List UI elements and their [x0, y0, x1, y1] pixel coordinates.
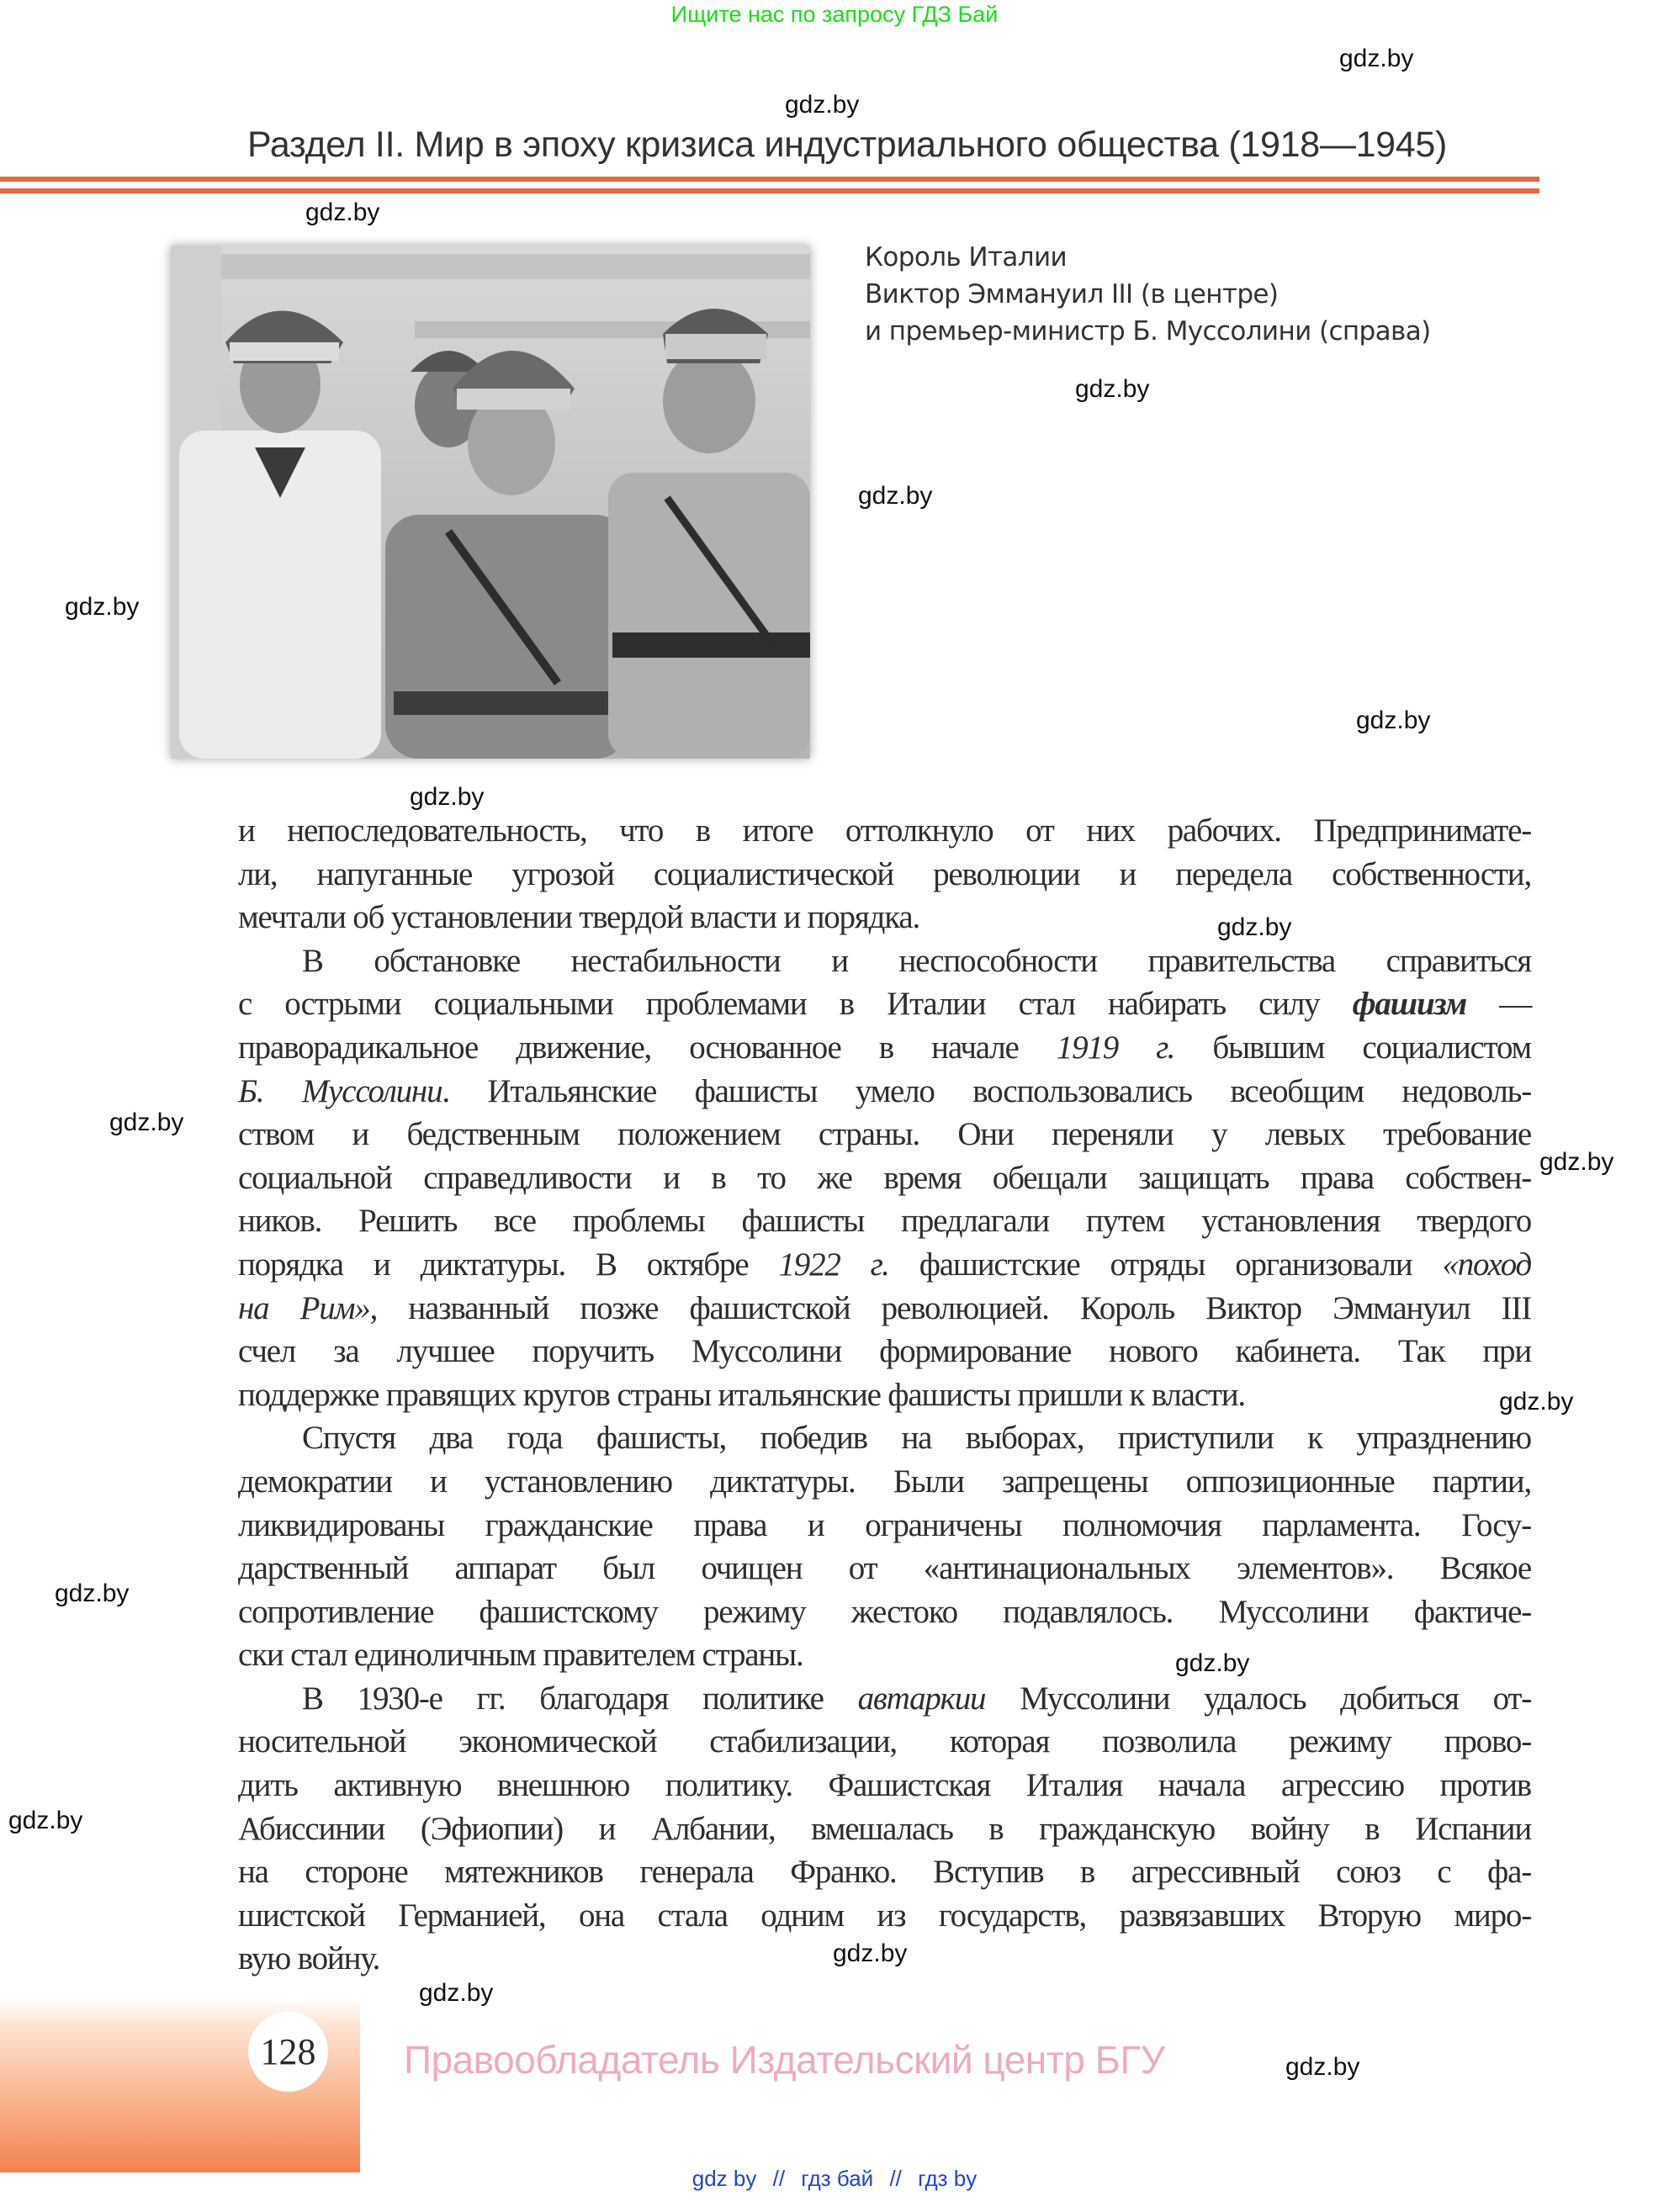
text-run: мечтали об установлении твердой власти и порядка.	[238, 899, 920, 936]
watermark: gdz.by	[55, 1580, 130, 1607]
watermark: gdz.by	[785, 91, 860, 119]
text-run: дарственный аппарат был очищен от «антинациональных элементов». Всякое	[238, 1550, 1531, 1587]
text-run: ли, напуганные угрозой социалистической революции и передела собственности,	[238, 855, 1531, 892]
text-line	[238, 1156, 1531, 1200]
link-gdz-by[interactable]: gdz by	[691, 2166, 757, 2191]
text-line	[238, 1373, 1531, 1417]
watermark: gdz.by	[1499, 1388, 1574, 1416]
caption-line: Король Италии	[865, 242, 1068, 273]
text-line	[238, 1590, 1531, 1634]
text-line	[238, 1026, 1531, 1070]
watermark: gdz.by	[410, 783, 485, 811]
link-gdz-bai[interactable]: гдз бай	[801, 2166, 874, 2191]
text-line	[238, 1850, 1531, 1894]
text-run: социальной справедливости и в то же время обещали защищать права собствен-	[238, 1159, 1531, 1196]
watermark: gdz.by	[419, 1979, 494, 2007]
text-run: В 1930-е гг. благодаря политике	[302, 1680, 858, 1717]
text-line	[238, 1504, 1531, 1548]
text-line	[238, 1547, 1531, 1590]
text-line	[238, 1287, 1531, 1331]
text-line	[238, 1894, 1531, 1938]
watermark: gdz.by	[1285, 2053, 1360, 2081]
bottom-links	[0, 2166, 1669, 2192]
text-run: бывшим социалистом	[1174, 1029, 1531, 1066]
emphasis-term: 1919 г.	[1056, 1029, 1175, 1066]
text-run: дить активную внешнюю политику. Фашистская Италия начала агрессию против	[238, 1767, 1531, 1804]
text-run: праворадикальное движение, основанное в начале	[238, 1029, 1057, 1066]
watermark: gdz.by	[1339, 45, 1414, 72]
text-run: на стороне мятежников генерала Франко. Вступив в агрессивный союз с фа-	[238, 1854, 1531, 1891]
text-run: поддержке правящих кругов страны итальянские фашисты пришли к власти.	[238, 1376, 1245, 1413]
search-hint-banner: Ищите нас по запросу ГДЗ Бай	[670, 2, 999, 27]
text-run: . Итальянские фашисты умело воспользовались всеобщим недоволь-	[442, 1072, 1531, 1109]
text-line	[238, 1416, 1531, 1460]
emphasis-term: «поход	[1442, 1246, 1532, 1283]
photo-placeholder-icon	[171, 246, 810, 759]
watermark: gdz.by	[1075, 375, 1150, 403]
link-gdz-by-cyr[interactable]: гдз by	[918, 2166, 978, 2191]
text-run: ликвидированы гражданские права и ограничены полномочия парламента. Госу-	[238, 1506, 1531, 1543]
watermark: gdz.by	[833, 1939, 908, 1967]
text-run: Спустя два года фашисты, победив на выборах, приступили к упразднению	[302, 1420, 1531, 1457]
paragraph	[238, 809, 1531, 939]
text-run: и непоследовательность, что в итоге оттолкнуло от них рабочих. Предпринимате-	[238, 812, 1531, 849]
text-line	[238, 1243, 1531, 1287]
text-line	[238, 1460, 1531, 1504]
watermark: gdz.by	[1175, 1649, 1250, 1677]
section-title: Раздел II. Мир в эпоху кризиса индустриального общества (1918—1945)	[246, 124, 1448, 165]
text-run: носительной экономической стабилизации, которая позволила режиму прово-	[238, 1723, 1531, 1760]
page-number-badge	[248, 2012, 328, 2092]
link-separator: //	[772, 2166, 786, 2191]
watermark: gdz.by	[1217, 913, 1292, 941]
historical-photo	[171, 246, 810, 759]
text-run: вую войну.	[238, 1940, 380, 1977]
watermark: gdz.by	[8, 1807, 83, 1834]
watermark: gdz.by	[65, 593, 140, 621]
text-line	[238, 1764, 1531, 1807]
text-line	[238, 853, 1531, 897]
header-rule-bottom	[0, 188, 1539, 193]
text-run: ски стал единоличным правителем страны.	[238, 1637, 803, 1674]
text-run: шистской Германией, она стала одним из государств, развязавших Вторую миро-	[238, 1897, 1531, 1934]
emphasis-term: автаркии	[857, 1680, 986, 1717]
text-line	[238, 896, 1531, 939]
text-run: порядка и диктатуры. В октябре	[238, 1246, 779, 1283]
text-run: ников. Решить все проблемы фашисты предлагали путем установления твердого	[238, 1203, 1531, 1240]
photo-caption	[865, 239, 1431, 350]
page-number: 128	[260, 2031, 316, 2072]
caption-line: и премьер-министр Б. Муссолини (справа)	[865, 316, 1431, 347]
text-run: с острыми социальными проблемами в Италии стал набирать силу	[238, 986, 1353, 1023]
header-rule-top	[0, 177, 1539, 182]
text-run: ством и бедственным положением страны. Они переняли у левых требование	[238, 1116, 1531, 1153]
paragraph	[238, 1677, 1531, 1981]
text-line	[238, 939, 1531, 983]
text-run: счел за лучшее поручить Муссолини формирование нового кабинета. Так при	[238, 1333, 1531, 1370]
emphasis-term: Б. Муссолини	[238, 1072, 442, 1109]
paragraph	[238, 939, 1531, 1417]
watermark: gdz.by	[858, 482, 933, 510]
text-line	[238, 1720, 1531, 1764]
text-run: Абиссинии (Эфиопии) и Албании, вмешалась в гражданскую войну в Испании	[238, 1810, 1531, 1847]
text-run: В обстановке нестабильности и неспособности правительства справиться	[302, 942, 1531, 979]
text-line	[238, 1199, 1531, 1243]
emphasis-term: фашизм	[1352, 986, 1466, 1023]
text-line	[238, 982, 1531, 1026]
text-run: сопротивление фашистскому режиму жестоко подавлялось. Муссолини фактиче-	[238, 1593, 1531, 1630]
caption-line: Виктор Эммануил III (в центре)	[865, 279, 1279, 310]
text-run: Муссолини удалось добиться от-	[985, 1680, 1531, 1717]
text-line	[238, 1070, 1531, 1114]
watermark: gdz.by	[1356, 706, 1431, 734]
link-separator: //	[889, 2166, 902, 2191]
text-line	[238, 1633, 1531, 1677]
paragraph	[238, 1416, 1531, 1677]
text-line	[238, 809, 1531, 853]
text-line	[238, 1807, 1531, 1851]
body-text	[238, 809, 1531, 1981]
watermark: gdz.by	[1539, 1148, 1614, 1176]
text-run: , названный позже фашистской революцией. Король Виктор Эммануил III	[369, 1289, 1531, 1326]
text-line	[238, 1113, 1531, 1156]
emphasis-term: 1922 г.	[778, 1246, 889, 1283]
text-line	[238, 1677, 1531, 1721]
watermark: gdz.by	[305, 198, 380, 226]
emphasis-term: на Рим»	[238, 1289, 370, 1326]
text-run: фашистские отряды организовали	[888, 1246, 1443, 1283]
text-run: —	[1466, 986, 1531, 1023]
copyright-notice: Правообладатель Издательский центр БГУ	[404, 2038, 1165, 2082]
text-run: демократии и установлению диктатуры. Были запрещены оппозиционные партии,	[238, 1463, 1531, 1500]
text-line	[238, 1330, 1531, 1373]
watermark: gdz.by	[109, 1109, 184, 1136]
